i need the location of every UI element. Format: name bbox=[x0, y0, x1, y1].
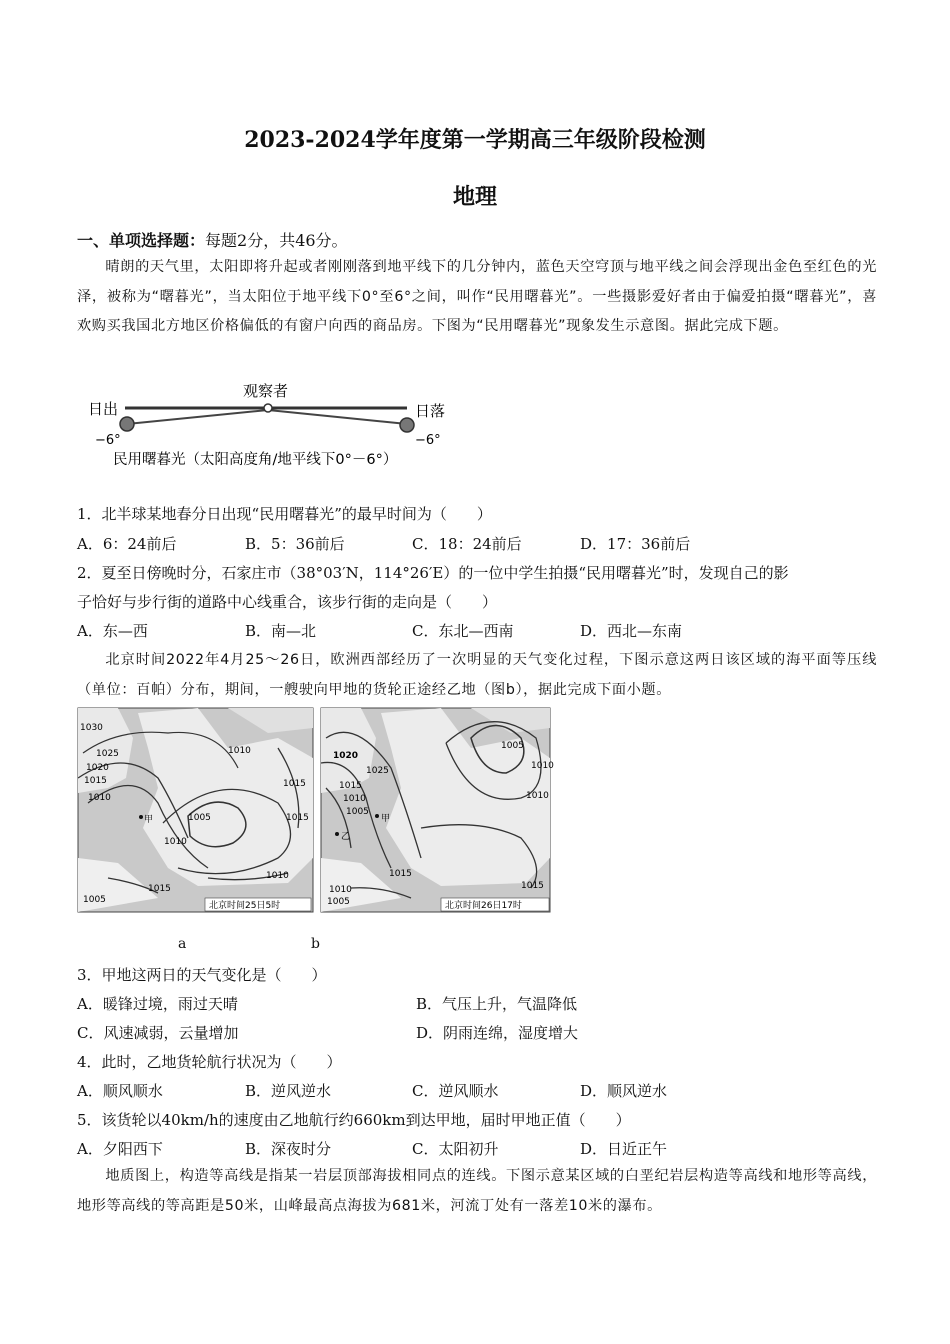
question-5-stem: 5．该货轮以40km/h的速度由乙地航行约660km到达甲地，届时甲地正值（ ） bbox=[77, 1111, 631, 1129]
q4-option-b[interactable]: B．逆风逆水 bbox=[245, 1082, 332, 1100]
sunset-label: 日落 bbox=[415, 402, 446, 420]
map-b-isobar-label-9: 1015 bbox=[521, 881, 544, 891]
map-a-time-label: 北京时间25日5时 bbox=[209, 901, 281, 911]
map-a-isobar-label-11: 1010 bbox=[228, 746, 251, 756]
question-2-stem-line1: 2．夏至日傍晚时分，石家庄市（38°03′N，114°26′E）的一位中学生拍摄“民用曙暮光”时，发现自己的影 bbox=[77, 564, 789, 582]
subject-title: 地理 bbox=[452, 184, 497, 210]
map-a-isobar-label-2: 1025 bbox=[96, 749, 119, 759]
map-b-isobar-label-1: 1020 bbox=[333, 751, 359, 761]
question-1-stem: 1．北半球某地春分日出现“民用曙暮光”的最早时间为（ ） bbox=[77, 505, 492, 523]
map-b-caption: b bbox=[311, 936, 320, 952]
q4-option-c[interactable]: C．逆风顺水 bbox=[412, 1082, 499, 1100]
q3-option-c[interactable]: C．风速减弱，云量增加 bbox=[77, 1024, 239, 1042]
map-b-isobar-label-8: 1015 bbox=[389, 869, 412, 879]
map-b-isobar-label-12: 1010 bbox=[531, 761, 554, 771]
map-b-isobar-label-3: 1015 bbox=[339, 781, 362, 791]
q5-option-a[interactable]: A．夕阳西下 bbox=[77, 1140, 163, 1158]
question-4-stem: 4．此时，乙地货轮航行状况为（ ） bbox=[77, 1053, 342, 1071]
map-a-isobar-label-5: 1010 bbox=[88, 793, 111, 803]
map-a-caption: a bbox=[178, 936, 187, 952]
q1-option-c[interactable]: C．18：24前后 bbox=[412, 535, 522, 553]
sun-right-icon bbox=[400, 418, 414, 432]
q5-option-d[interactable]: D．日近正午 bbox=[580, 1140, 668, 1158]
map-a-isobar-label-4: 1015 bbox=[84, 776, 107, 786]
q1-option-a[interactable]: A．6：24前后 bbox=[77, 535, 177, 553]
q4-option-d[interactable]: D．顺风逆水 bbox=[580, 1082, 668, 1100]
q1-option-b[interactable]: B．5：36前后 bbox=[245, 535, 345, 553]
map-b-place-jia: 甲 bbox=[381, 814, 391, 824]
map-a-isobar-label-13: 1015 bbox=[283, 779, 306, 789]
q2-option-a[interactable]: A．东—西 bbox=[77, 622, 148, 640]
q4-option-a[interactable]: A．顺风顺水 bbox=[77, 1082, 163, 1100]
map-a-isobar-label-12: 1005 bbox=[83, 895, 106, 905]
map-a-isobar-label-1: 1030 bbox=[80, 723, 103, 733]
passage-weather: 北京时间2022年4月25～26日，欧洲西部经历了一次明显的天气变化过程，下图示意这两日该区域的海平面等压线（单位：百帕）分布，期间，一艘驶向甲地的货轮正途经乙地（图b），据此完成下面小题。 bbox=[77, 652, 877, 698]
map-a-isobar-label-10: 1015 bbox=[148, 884, 171, 894]
question-3-stem: 3．甲地这两日的天气变化是（ ） bbox=[77, 966, 327, 984]
q5-option-c[interactable]: C．太阳初升 bbox=[412, 1140, 499, 1158]
map-a-isobar-label-8: 1015 bbox=[286, 813, 309, 823]
map-b-isobar-label-11: 1005 bbox=[327, 897, 350, 907]
map-b-time-label: 北京时间26日17时 bbox=[445, 901, 522, 911]
observer-point bbox=[264, 404, 272, 412]
q3-option-b[interactable]: B．气压上升，气温降低 bbox=[416, 995, 578, 1013]
angle-left-label: −6° bbox=[95, 433, 121, 448]
section-heading bbox=[77, 228, 348, 251]
q3-option-a[interactable]: A．暖锋过境，雨过天晴 bbox=[77, 995, 238, 1013]
map-a-isobar-label-3: 1020 bbox=[86, 763, 109, 773]
sun-left-icon bbox=[120, 417, 134, 431]
map-a-place-jia: 甲 bbox=[144, 815, 154, 825]
sunrise-label: 日出 bbox=[88, 400, 119, 418]
question-2-stem-line2: 子恰好与步行街的道路中心线重合，该步行街的走向是（ ） bbox=[77, 593, 498, 611]
section-note: 每题2分，共46分。 bbox=[205, 231, 348, 250]
map-a-isobar-label-9: 1010 bbox=[266, 871, 289, 881]
q3-option-d[interactable]: D．阴雨连绵，湿度增大 bbox=[416, 1024, 579, 1042]
map-a-isobar-label-7: 1010 bbox=[164, 837, 187, 847]
passage-twilight: 晴朗的天气里，太阳即将升起或者刚刚落到地平线下的几分钟内，蓝色天空穹顶与地平线之间会浮现出金色至红色的光泽，被称为“曙暮光”，当太阳位于地平线下0°至6°之间，叫作“民用曙暮光”。一些摄影爱好者由于偏爱拍摄“曙暮光”，喜欢购买我国北方地区价格偏低的有窗户向西的商品房。下图为“民用曙暮光”现象发生示意图。据此完成下题。 bbox=[77, 259, 877, 334]
map-b-isobar-label-4: 1010 bbox=[343, 794, 366, 804]
map-b-isobar-label-10: 1010 bbox=[329, 885, 352, 895]
twilight-diagram bbox=[85, 378, 465, 473]
angle-right-label: −6° bbox=[415, 433, 441, 448]
q2-option-b[interactable]: B．南—北 bbox=[245, 622, 317, 640]
map-b-place-yi: 乙 bbox=[341, 832, 351, 842]
isobar-map-a bbox=[78, 708, 313, 912]
observer-label: 观察者 bbox=[243, 382, 289, 400]
map-b-isobar-label-6: 1005 bbox=[346, 807, 369, 817]
map-b-isobar-label-7: 1010 bbox=[526, 791, 549, 801]
map-a-isobar-label-6: 1005 bbox=[188, 813, 211, 823]
q5-option-b[interactable]: B．深夜时分 bbox=[245, 1140, 332, 1158]
q1-option-d[interactable]: D．17：36前后 bbox=[580, 535, 691, 553]
section-title: 一、单项选择题： bbox=[77, 231, 206, 250]
exam-title: 2023-2024学年度第一学期高三年级阶段检测 bbox=[244, 127, 706, 153]
passage-geology: 地质图上，构造等高线是指某一岩层顶部海拔相同点的连线。下图示意某区域的白垩纪岩层构造等高线和地形等高线，地形等高线的等高距是50米，山峰最高点海拔为681米，河流丁处有一落差10米的瀑布。 bbox=[77, 1168, 877, 1214]
isobar-map-b bbox=[321, 708, 554, 912]
q2-option-c[interactable]: C．东北—西南 bbox=[412, 622, 514, 640]
map-b-isobar-label-2: 1025 bbox=[366, 766, 389, 776]
map-b-isobar-label-5: 1005 bbox=[501, 741, 524, 751]
diagram-caption: 民用曙暮光（太阳高度角/地平线下0°－6°） bbox=[113, 452, 398, 468]
q2-option-d[interactable]: D．西北—东南 bbox=[580, 622, 683, 640]
